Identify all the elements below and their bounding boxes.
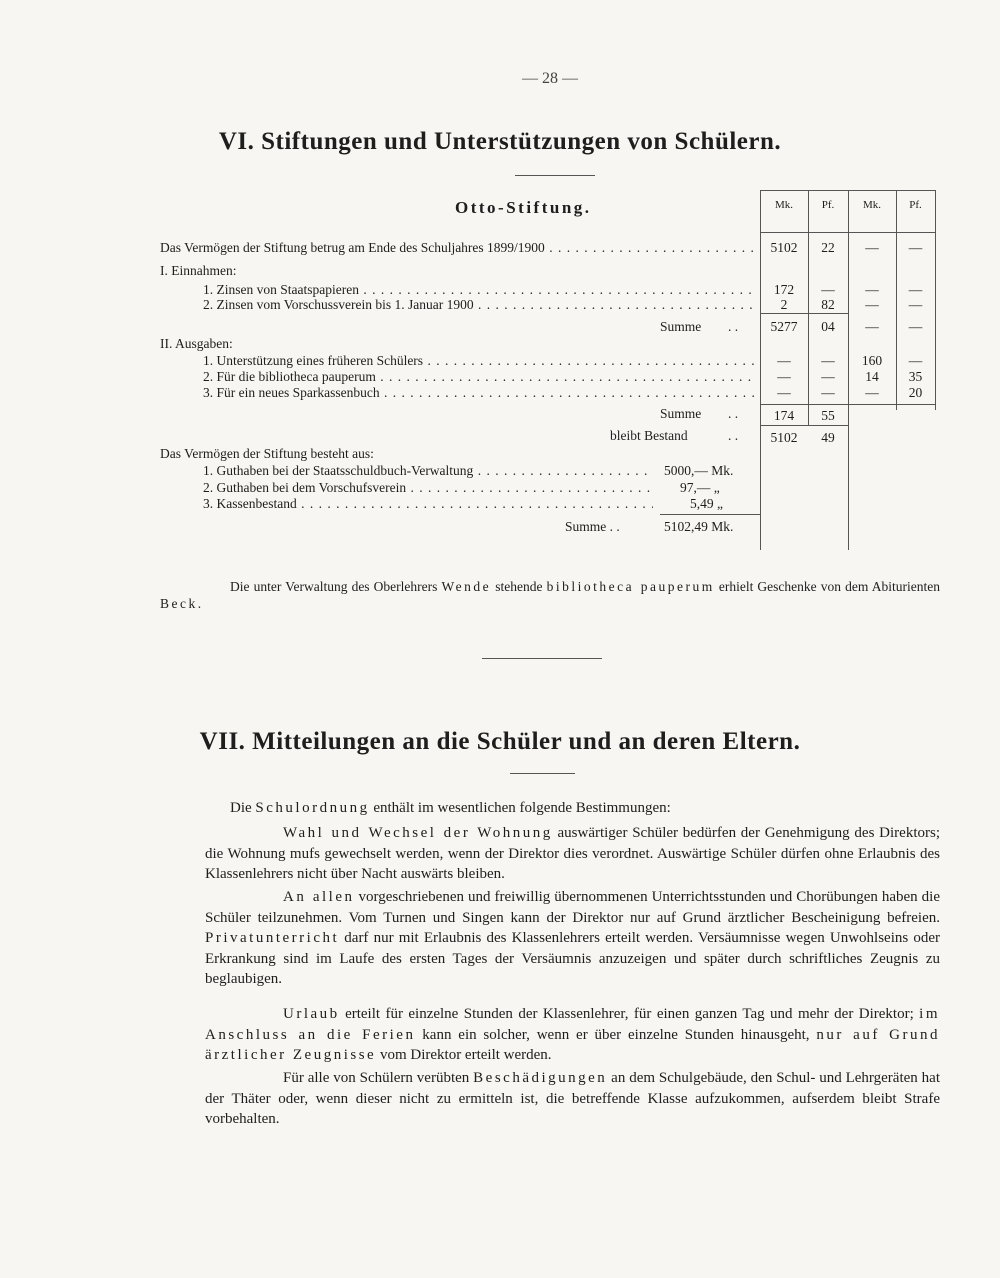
ledger-cell: — <box>908 319 923 334</box>
col-header-mk: Mk. <box>862 199 882 211</box>
ledger-cell: 22 <box>821 240 835 255</box>
regulation-damages: Für alle von Schülern verübten Beschädigungen an dem Schulgebäude, den Schul- und Lehrgeräten hat der Thäter oder, wenn dieser nicht zu ermitteln ist, die betreffende Klasse aufzukommen, aufserdem bleibt Strafe vorbehalten. <box>205 1070 940 1127</box>
asset-value: 5,49 „ <box>690 496 723 511</box>
col-header-mk: Mk. <box>774 199 794 211</box>
ledger-row-label: Das Vermögen der Stiftung betrug am Ende des Schuljahres 1899/1900 . . . <box>160 240 755 256</box>
asset-label: 2. Guthaben bei dem Vorschufsverein . . . <box>203 480 653 496</box>
title-divider <box>510 773 575 774</box>
ledger-cell: 35 <box>908 369 923 384</box>
ledger-cell: 82 <box>821 297 835 312</box>
page-number: — 28 — <box>522 70 578 87</box>
ledger-cell: 55 <box>821 408 835 423</box>
ledger-cell: 04 <box>821 319 835 334</box>
ledger-row-label: bleibt Bestand <box>610 428 688 443</box>
ledger-cell: — <box>777 385 791 400</box>
sum-rule <box>760 404 935 405</box>
ledger-cell: — <box>821 385 835 400</box>
assets-heading: Das Vermögen der Stiftung besteht aus: <box>160 446 374 461</box>
intro-line: Die Schulordnung enthält im wesentlichen folgende Bestimmungen: <box>230 800 671 816</box>
col-header-pf: Pf. <box>909 199 922 211</box>
section-divider <box>482 658 602 659</box>
ledger-cell: — <box>821 282 835 297</box>
col-line <box>935 190 936 410</box>
ledger-cell: — <box>777 369 791 384</box>
col-header-pf: Pf. <box>821 199 835 211</box>
ledger-cell: 172 <box>773 282 795 297</box>
header-rule <box>760 232 935 233</box>
ledger-cell: — <box>865 240 879 255</box>
ledger-cell: 160 <box>861 353 883 368</box>
ledger-row-label: 1. Zinsen von Staatspapieren . . . <box>203 282 755 298</box>
ledger-row-label: Summe <box>660 406 702 421</box>
ledger-cell: — <box>821 369 835 384</box>
regulation-attendance: An allen vorgeschriebenen und freiwillig übernommenen Unterrichtsstunden und Chorübungen haben die Schüler teilzunehmen. Vom Turnen und Singen kann der Direktor nur auf Grund ärztlicher Bescheinigung befreien. Privatunterricht darf nur mit Erlaubnis des Klassenlehrers erteilt werden. Versäumnisse wegen Unwohlseins oder Erkrankung sind im Laufe des ersten Tages der Versäumnis anzuzeigen und später durch schriftliches Zeugnis zu beglaubigen. <box>205 889 941 987</box>
assets-sum-value: 5102,49 Mk. <box>664 519 734 534</box>
ledger-cell: 20 <box>908 385 923 400</box>
ledger-cell: — <box>865 385 879 400</box>
leader-dots: . . <box>728 406 739 421</box>
ledger-row-label: I. Einnahmen: <box>160 263 237 278</box>
stiftung-subtitle: Otto-Stiftung. <box>455 198 592 217</box>
leader-dots: . . <box>728 428 739 443</box>
ledger-row-label: Summe <box>660 319 702 334</box>
sum-rule <box>760 313 848 314</box>
ledger-cell: — <box>865 297 879 312</box>
ledger-cell: — <box>908 240 923 255</box>
ledger-cell: — <box>821 353 835 368</box>
assets-sum-label: Summe . . <box>565 519 620 534</box>
asset-value: 97,— „ <box>680 480 720 495</box>
ledger-row-label: II. Ausgaben: <box>160 336 233 351</box>
leader-dots: . . <box>728 319 739 334</box>
asset-value: 5000,— Mk. <box>664 463 734 478</box>
ledger-cell: — <box>777 353 791 368</box>
asset-label: 1. Guthaben bei der Staatsschuldbuch-Verwaltung . . . <box>203 463 653 479</box>
ledger-cell: — <box>908 353 923 368</box>
ledger-cell: 5102 <box>770 430 798 445</box>
ledger-cell: 5102 <box>770 240 798 255</box>
assets-sum-rule <box>660 514 760 515</box>
section-7-title: VII. Mitteilungen an die Schüler und an deren Eltern. <box>199 728 801 755</box>
regulation-housing: Wahl und Wechsel der Wohnung auswärtiger Schüler bedürfen der Genehmigung des Direktors; die Wohnung mufs gewechselt werden, wenn der Direktor dies verordnet. Auswärtige Schüler dürfen ohne Erlaubnis des Klassenlehrers nicht über Nacht auswärts bleiben. <box>205 825 940 882</box>
ledger-cell: 5277 <box>770 319 798 334</box>
ledger-row-label: 3. Für ein neues Sparkassenbuch . . . <box>203 385 755 401</box>
ledger-cell: — <box>865 282 879 297</box>
ledger-cell: 174 <box>773 408 795 423</box>
ledger-cell: — <box>865 319 879 334</box>
title-divider <box>515 175 595 176</box>
ledger-row-label: 2. Zinsen vom Vorschussverein bis 1. Januar 1900 . . . <box>203 297 755 313</box>
ledger-cell: — <box>908 282 923 297</box>
section-6-title: VI. Stiftungen und Unterstützungen von Schülern. <box>218 128 782 155</box>
ledger-row-label: 2. Für die bibliotheca pauperum . . . <box>203 369 755 385</box>
ledger-cell: 2 <box>780 297 788 312</box>
library-note: Die unter Verwaltung des Oberlehrers Wende stehende bibliotheca pauperum erhielt Geschenke von dem Abiturienten Beck. <box>160 579 940 611</box>
table-top-rule <box>760 190 935 191</box>
regulation-leave: Urlaub erteilt für einzelne Stunden der Klassenlehrer, für einen ganzen Tag und mehr der Direktor; im Anschluss an die Ferien kann ein solcher, wenn er über einzelne Stunden hinausgeht, nur auf Grund ärztlicher Zeugnisse vom Direktor erteilt werden. <box>205 1006 940 1063</box>
ledger-cell: 49 <box>821 430 835 445</box>
ledger-cell: — <box>908 297 923 312</box>
ledger-cell: 14 <box>865 369 879 384</box>
ledger-row-label: 1. Unterstützung eines früheren Schülers . . . <box>203 353 755 369</box>
asset-label: 3. Kassenbestand . . . <box>203 496 653 512</box>
sum-rule <box>760 425 848 426</box>
